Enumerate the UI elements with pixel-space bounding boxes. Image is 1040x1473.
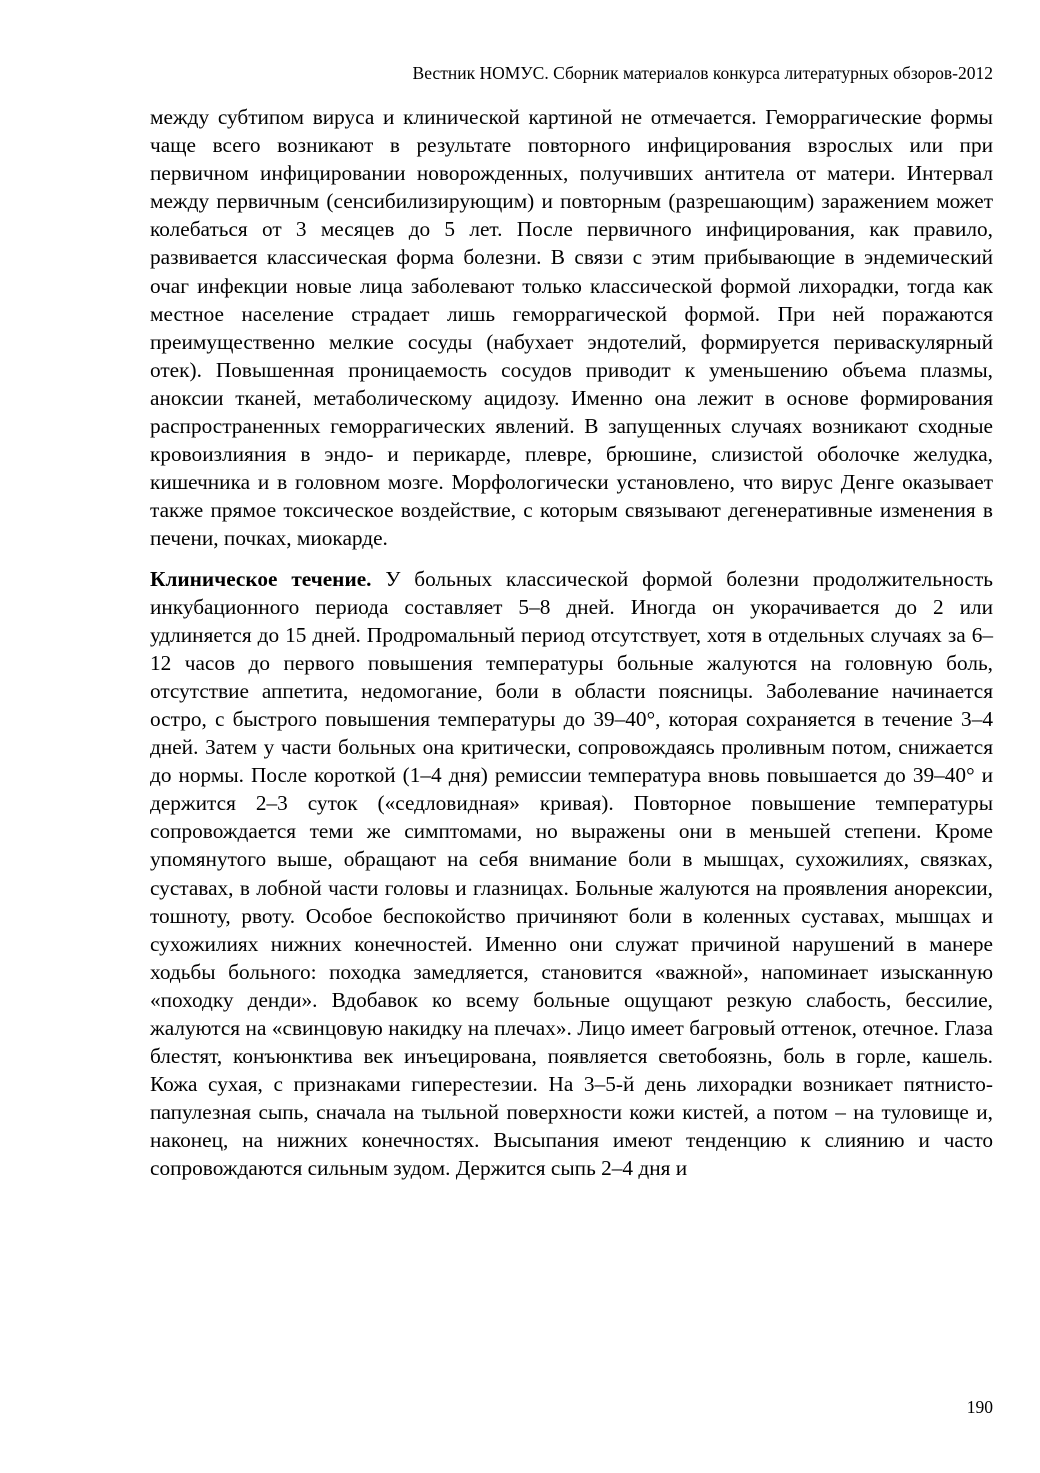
page-body (150, 103, 993, 1183)
section-lead-heading: Клиническое течение. (150, 566, 372, 591)
body-paragraph-1: между субтипом вируса и клинической картиной не отмечается. Геморрагические формы чаще всего возникают в результате повторного инфицирования взрослых или при первичном инфицировании новорожденных, получивших антитела от матери. Интервал между первичным (сенсибилизирующим) и повторным (разрешающим) заражением может колебаться от 3 месяцев до 5 лет. После первичного инфицирования, как правило, развивается классическая форма болезни. В связи с этим прибывающие в эндемический очаг инфекции новые лица заболевают только классической формой лихорадки, тогда как местное население страдает лишь геморрагической формой. При ней поражаются преимущественно мелкие сосуды (набухает эндотелий, формируется периваскулярный отек). Повышенная проницаемость сосудов приводит к уменьшению объема плазмы, аноксии тканей, метаболическому ацидозу. Именно она лежит в основе формирования распространенных геморрагических явлений. В запущенных случаях возникают сходные кровоизлияния в эндо- и перикарде, плевре, брюшине, слизистой оболочке желудка, кишечника и в головном мозге. Морфологически установлено, что вирус Денге оказывает также прямое токсическое воздействие, с которым связывают дегенеративные изменения в печени, почках, миокарде. (150, 105, 993, 551)
running-header: Вестник НОМУС. Сборник материалов конкурса литературных обзоров-2012 (412, 63, 993, 83)
body-paragraph-2 (150, 565, 993, 1183)
body-paragraph-2-text: У больных классической формой болезни продолжительность инкубационного периода составляет 5–8 дней. Иногда он укорачивается до 2 или удлиняется до 15 дней. Продромальный период отсутствует, хотя в отдельных случаях за 6–12 часов до первого повышения температуры больные жалуются на головную боль, отсутствие аппетита, недомогание, боли в области поясницы. Заболевание начинается остро, с быстрого повышения температуры до 39–40°, которая сохраняется в течение 3–4 дней. Затем у части больных она критически, сопровождаясь проливным потом, снижается до нормы. После короткой (1–4 дня) ремиссии температура вновь повышается до 39–40° и держится 2–3 суток («седловидная» кривая). Повторное повышение температуры сопровождается теми же симптомами, но выражены они в меньшей степени. Кроме упомянутого выше, обращают на себя внимание боли в мышцах, сухожилиях, связках, суставах, в лобной части головы и глазницах. Больные жалуются на проявления анорексии, тошноту, рвоту. Особое беспокойство причиняют боли в коленных суставах, мышцах и сухожилиях нижних конечностей. Именно они служат причиной нарушений в манере ходьбы больного: походка замедляется, становится «важной», напоминает изысканную «походку денди». Вдобавок ко всему больные ощущают резкую слабость, бессилие, жалуются на «свинцовую накидку на плечах». Лицо имеет багровый оттенок, отечное. Глаза блестят, конъюнктива век инъецирована, появляется светобоязнь, боль в горле, кашель. Кожа сухая, с признаками гиперестезии. На 3–5-й день лихорадки возникает пятнисто-папулезная сыпь, сначала на тыльной поверхности кожи кистей, а потом – на туловище и, наконец, на нижних конечностях. Высыпания имеют тенденцию к слиянию и часто сопровождаются сильным зудом. Держится сыпь 2–4 дня и (150, 566, 993, 1181)
page-number: 190 (966, 1397, 993, 1417)
